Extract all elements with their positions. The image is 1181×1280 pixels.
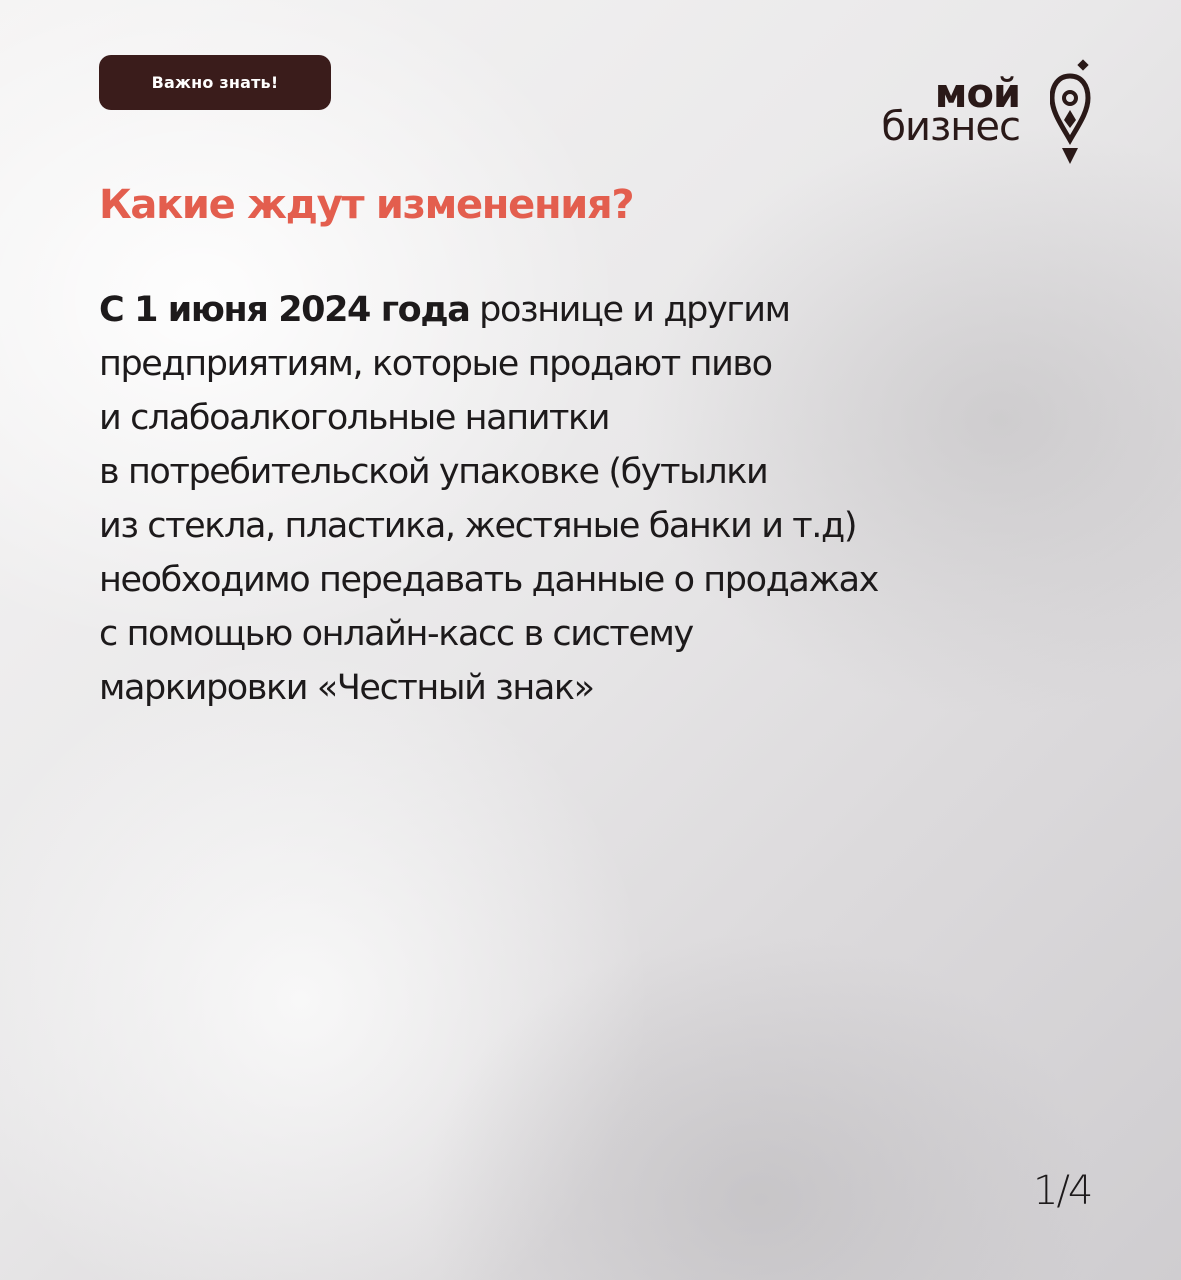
important-badge [99, 55, 331, 110]
map-pin-icon [1050, 58, 1092, 170]
logo-word-top: мой [934, 71, 1020, 117]
paragraph-line-1-rest: рознице и другим [469, 290, 790, 330]
paragraph-line-2: предприятиям, которые продают пиво [99, 344, 772, 384]
important-badge-label: Важно знать! [151, 73, 279, 92]
logo-word-bottom: бизнес [881, 103, 1020, 150]
page-heading: Какие ждут изменения? [99, 182, 634, 228]
paragraph-line-8: маркировки «Честный знак» [99, 668, 594, 708]
paragraph-line-4: в потребительской упаковке (бутылки [99, 452, 768, 492]
main-paragraph [99, 283, 1089, 715]
date-highlight: С 1 июня 2024 года [99, 290, 470, 330]
paragraph-line-6: необходимо передавать данные о продажах [99, 560, 878, 600]
paragraph-line-1 [99, 283, 1089, 337]
moy-biznes-logo [852, 58, 1092, 170]
paragraph-line-3: и слабоалкогольные напитки [99, 398, 610, 438]
paragraph-line-7: с помощью онлайн-касс в систему [99, 614, 693, 654]
logo-wordmark [881, 71, 1020, 150]
paragraph-line-5: из стекла, пластика, жестяные банки и т.д) [99, 506, 857, 546]
page-counter: 1/4 [1033, 1168, 1092, 1214]
